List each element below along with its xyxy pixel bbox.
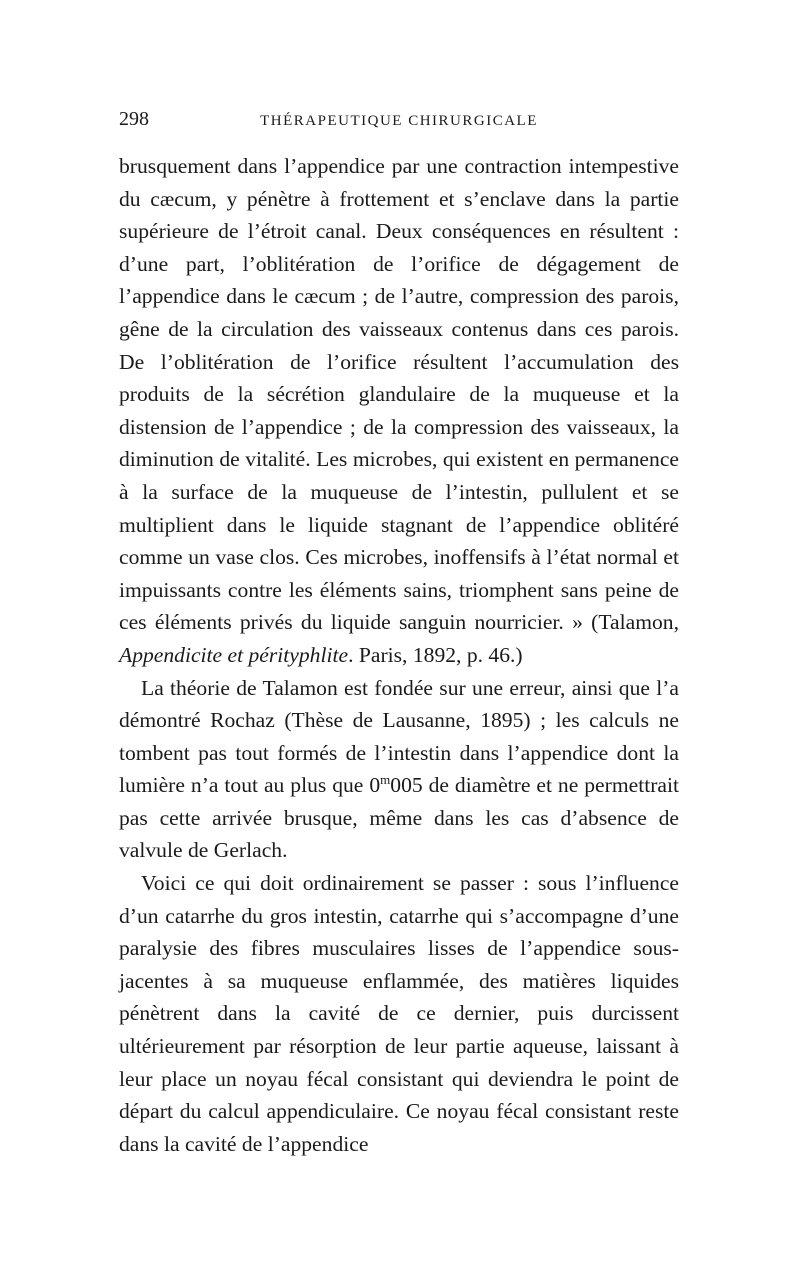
paragraph-text: Voici ce qui doit ordinairement se passer : sous l’influence d’un catarrhe du gros intestin, catarrhe qui s’accompagne d’une paralysie des fibres musculaires lisses de l’appendice sous-jacentes à sa muqueuse enflammée, des matières liquides pénètrent dans la cavité de ce dernier, puis durcissent ultérieurement par résorption de leur partie aqueuse, laissant à leur place un noyau fécal consistant qui deviendra le point de départ du calcul appendiculaire. Ce noyau fécal consistant reste dans la cavité de l’appendice (119, 871, 679, 1156)
running-title: THÉRAPEUTIQUE CHIRURGICALE (260, 113, 538, 129)
paragraph-text: 005 de diamètre et ne permettrait pas cette arrivée brusque, même dans les cas d’absence de valvule de Gerlach. (119, 773, 679, 863)
page-header (119, 108, 679, 138)
paragraph-rochaz (119, 672, 679, 868)
paragraph-continuation (119, 150, 679, 672)
body-text (119, 150, 679, 1160)
paragraph-mechanism (119, 867, 679, 1160)
paragraph-text: La théorie de Talamon est fondée sur une erreur, ainsi que l’a démontré Rochaz (Thèse de Lausanne, 1895) ; les calculs ne tombent pas tout formés de l’intestin dans l’appendice dont la lumière n’a tout au plus que 0 (119, 675, 679, 798)
citation-title: Appendicite et pérityphlite (119, 642, 349, 667)
paragraph-text: brusquement dans l’appendice par une contraction intempestive du cæcum, y pénètre à frottement et s’enclave dans la partie supérieure de l’étroit canal. Deux conséquences en résultent : d’une part, l’oblitération de l’orifice de dégagement de l’appendice dans le cæcum ; de l’autre, compression des parois, gêne de la circulation des vaisseaux contenus dans ces parois. De l’oblitération de l’orifice résultent l’accumulation des produits de la sécrétion glandulaire de la muqueuse et la distension de l’appendice ; de la compression des vaisseaux, la diminution de vitalité. Les microbes, qui existent en permanence à la surface de la muqueuse de l’intestin, pullulent et se multiplient dans le liquide stagnant de l’appendice oblitéré comme un vase clos. Ces microbes, inoffensifs à l’état normal et impuissants contre les éléments sains, triomphent sans peine de ces éléments privés du liquide sanguin nourricier. » (Talamon, (119, 154, 679, 635)
measure-unit-superscript: m (380, 772, 391, 788)
citation-details: . Paris, 1892, p. 46.) (348, 642, 523, 667)
page-number: 298 (119, 108, 149, 130)
book-page (119, 108, 679, 1160)
